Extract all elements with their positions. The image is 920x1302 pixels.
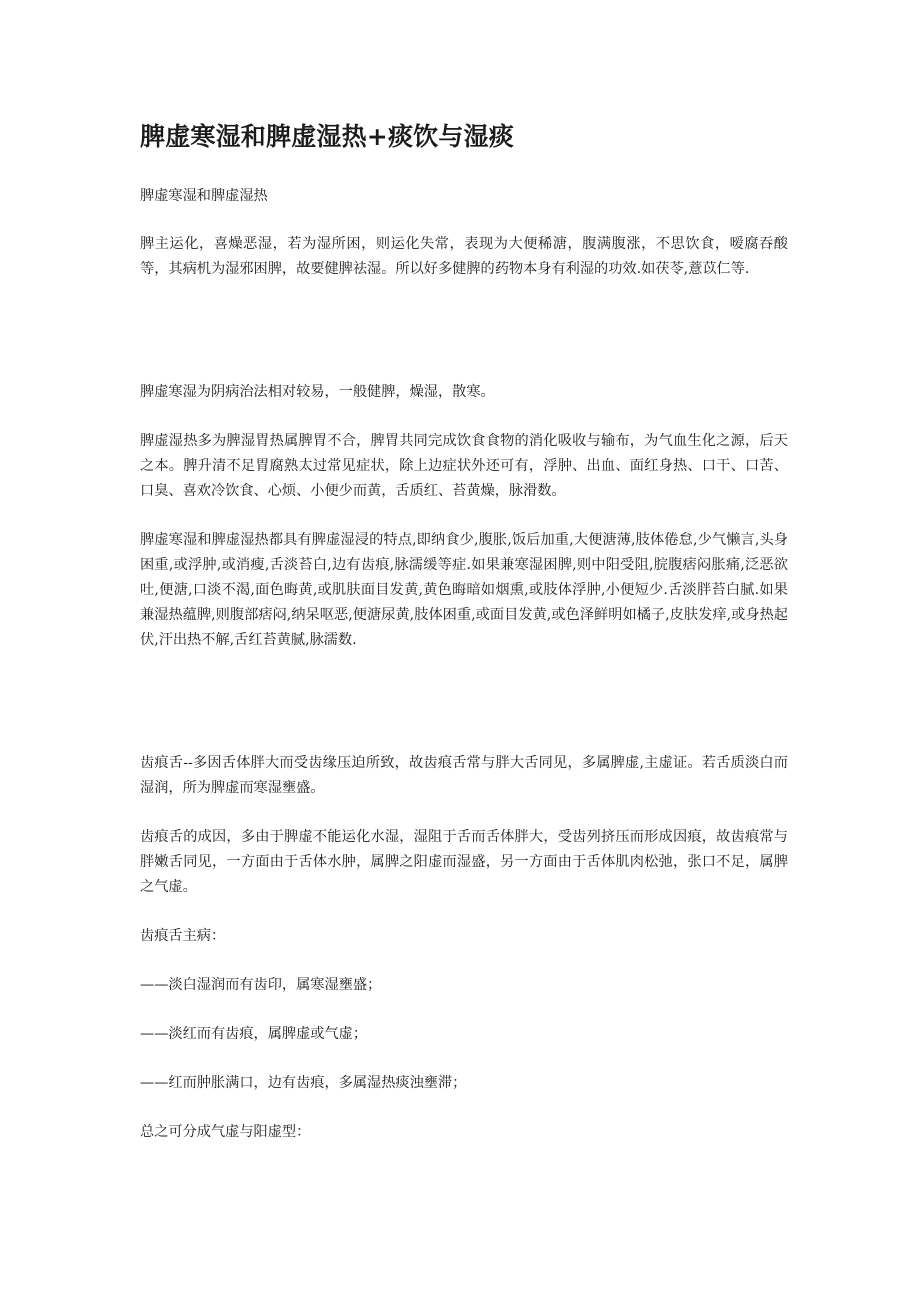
blank-gap (140, 405, 788, 429)
blank-gap (140, 801, 788, 825)
blank-gap (140, 504, 788, 528)
paragraph-damp-heat: 脾虚湿热多为脾湿胃热属脾胃不合，脾胃共同完成饮食食物的消化吸收与输布，为气血生化之源，后天之本。脾升清不足胃腐熟太过常见症状，除上边症状外还可有，浮肿、出血、面红身热、口干、口苦、口臭、喜欢冷饮食、心烦、小便少而黄，舌质红、苔黄燥，脉滑数。 (140, 433, 788, 499)
paragraph-tooth-mark-cause: 齿痕舌的成因，多由于脾虚不能运化水湿，湿阻于舌而舌体胖大，受齿列挤压而形成因痕，故齿痕常与胖嫩舌同见，一方面由于舌体水肿，属脾之阳虚而湿盛，另一方面由于舌体肌肉松弛，张口不足，属脾之气虚。 (140, 829, 788, 895)
list-item-pale-moist: ——淡白湿润而有齿印，属寒湿壅盛； (140, 977, 382, 993)
paragraph-comparison: 脾虚寒湿和脾虚湿热都具有脾虚湿浸的特点,即纳食少,腹胀,饭后加重,大便溏薄,肢体倦怠,少气懒言,头身困重,或浮肿,或消瘦,舌淡苔白,边有齿痕,脉濡缓等症.如果兼寒湿困脾,则中阳受阻,脘腹痞闷胀痛,泛恶欲吐,便溏,口淡不渴,面色晦黄,或肌肤面目发黄,黄色晦暗如烟熏,或肢体浮肿,小便短少.舌淡胖苔白腻.如果兼湿热蕴脾,则腹部痞闷,纳呆呕恶,便溏尿黄,肢体困重,或面目发黄,或色泽鲜明如橘子,皮肤发痒,或身热起伏,汗出热不解,舌红苔黄腻,脉濡数. (140, 532, 788, 648)
document-page (140, 112, 788, 1145)
blank-gap (140, 1096, 788, 1120)
blank-gap (140, 998, 788, 1022)
blank-gap (140, 282, 788, 380)
paragraph-spleen-function: 脾主运化，喜燥恶湿，若为湿所困，则运化失常，表现为大便稀溏，腹满腹涨，不思饮食，嗳腐吞酸等，其病机为湿邪困脾，故要健脾祛湿。所以好多健脾的药物本身有利湿的功效.如茯苓,薏苡仁等. (140, 236, 788, 277)
paragraph-main-diseases-heading: 齿痕舌主病： (140, 928, 226, 944)
list-item-light-red: ——淡红而有齿痕，属脾虚或气虚； (140, 1026, 368, 1042)
blank-gap (140, 1047, 788, 1071)
blank-gap (140, 949, 788, 973)
paragraph-cold-damp: 脾虚寒湿为阴病治法相对较易，一般健脾，燥湿，散寒。 (140, 384, 495, 400)
section-subtitle: 脾虚寒湿和脾虚湿热 (140, 188, 268, 204)
blank-gap (140, 900, 788, 924)
document-title: 脾虚寒湿和脾虚湿热+痰饮与湿痰 (140, 122, 514, 151)
paragraph-summary: 总之可分成气虚与阳虚型： (140, 1124, 311, 1140)
paragraph-tooth-marked-tongue: 齿痕舌--多因舌体胖大而受齿缘压迫所致，故齿痕舌常与胖大舌同见，多属脾虚,主虚证。若舌质淡白而湿润，所为脾虚而寒湿壅盛。 (140, 755, 788, 796)
blank-gap (140, 653, 788, 751)
list-item-red-swollen: ——红而肿胀满口，边有齿痕，多属湿热痰浊壅滞； (140, 1075, 467, 1091)
